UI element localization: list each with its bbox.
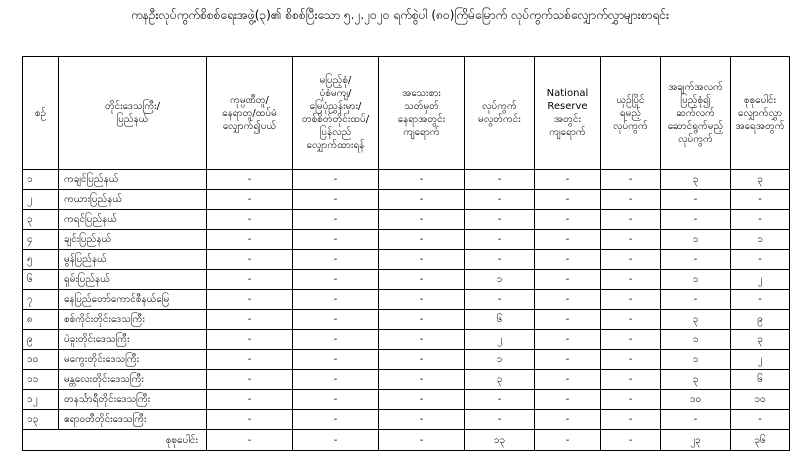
row-cell-c7: - [661, 210, 731, 230]
table-row [23, 270, 790, 290]
total-label: စုစုပေါင်း [23, 430, 207, 451]
row-cell-c3: - [379, 270, 465, 290]
row-region-name: ကချင်ပြည်နယ် [59, 170, 207, 190]
total-cell-c5: - [535, 430, 601, 451]
row-cell-c8: - [731, 210, 790, 230]
row-cell-c2: - [293, 330, 379, 350]
row-cell-c1: - [207, 290, 293, 310]
row-cell-c2: - [293, 350, 379, 370]
row-region-name: မကွေးတိုင်းဒေသကြီး [59, 350, 207, 370]
table-row [23, 350, 790, 370]
row-serial: ၁၀ [23, 350, 59, 370]
row-cell-c1: - [207, 410, 293, 430]
row-cell-c6: - [601, 410, 661, 430]
row-cell-c7: ၁ [661, 270, 731, 290]
row-cell-c1: - [207, 230, 293, 250]
row-cell-c6: - [601, 250, 661, 270]
row-cell-c5: - [535, 330, 601, 350]
header-total: စုစုပေါင်း လျှောက်လွှာ အရေအတွက် [731, 57, 790, 170]
table-row [23, 330, 790, 350]
row-cell-c1: - [207, 390, 293, 410]
row-cell-c6: - [601, 190, 661, 210]
row-cell-c3: - [379, 210, 465, 230]
total-cell-c1: - [207, 430, 293, 451]
table-row [23, 250, 790, 270]
row-region-name: မန္တလေးတိုင်းဒေသကြီး [59, 370, 207, 390]
row-cell-c5: - [535, 410, 601, 430]
row-cell-c6: - [601, 210, 661, 230]
row-cell-c3: - [379, 350, 465, 370]
table-row [23, 170, 790, 190]
row-cell-c4: - [465, 250, 535, 270]
row-cell-c3: - [379, 290, 465, 310]
applications-table [22, 56, 790, 451]
row-cell-c8: ၁ [731, 230, 790, 250]
header-national-reserve: National Reserve အတွင်း ကျရောက် [535, 57, 601, 170]
row-cell-c1: - [207, 310, 293, 330]
row-cell-c7: ၁၀ [661, 390, 731, 410]
row-cell-c2: - [293, 250, 379, 270]
row-cell-c7: ၁ [661, 350, 731, 370]
row-cell-c3: - [379, 410, 465, 430]
row-cell-c1: - [207, 250, 293, 270]
row-cell-c6: - [601, 350, 661, 370]
table-row [23, 230, 790, 250]
row-cell-c2: - [293, 370, 379, 390]
row-cell-c1: - [207, 210, 293, 230]
row-cell-c7: - [661, 290, 731, 310]
header-not-free: လုပ်ကွက် မလွတ်ကင်း [465, 57, 535, 170]
row-region-name: တနင်္သာရီတိုင်းဒေသကြီး [59, 390, 207, 410]
table-row [23, 410, 790, 430]
row-region-name: ဧရာဝတီတိုင်းဒေသကြီး [59, 410, 207, 430]
row-cell-c6: - [601, 230, 661, 250]
table-row [23, 390, 790, 410]
row-region-name: ပဲခူးတိုင်းဒေသကြီး [59, 330, 207, 350]
row-cell-c8: ၃ [731, 330, 790, 350]
row-cell-c7: ၃ [661, 370, 731, 390]
total-cell-c8: ၃၆ [731, 430, 790, 451]
row-serial: ၅ [23, 250, 59, 270]
row-region-name: ကရင်ပြည်နယ် [59, 210, 207, 230]
row-cell-c5: - [535, 350, 601, 370]
row-serial: ၁၁ [23, 370, 59, 390]
row-cell-c3: - [379, 310, 465, 330]
row-cell-c8: - [731, 410, 790, 430]
row-cell-c3: - [379, 370, 465, 390]
row-cell-c5: - [535, 230, 601, 250]
row-cell-c4: - [465, 390, 535, 410]
row-cell-c4: - [465, 290, 535, 310]
row-cell-c4: - [465, 230, 535, 250]
row-cell-c3: - [379, 390, 465, 410]
row-cell-c2: - [293, 290, 379, 310]
total-cell-c6: - [601, 430, 661, 451]
header-serial: စဉ် [23, 57, 59, 170]
row-cell-c6: - [601, 270, 661, 290]
row-cell-c1: - [207, 190, 293, 210]
row-cell-c4: - [465, 210, 535, 230]
row-cell-c6: - [601, 310, 661, 330]
row-cell-c5: - [535, 370, 601, 390]
row-region-name: မွန်ပြည်နယ် [59, 250, 207, 270]
row-cell-c2: - [293, 210, 379, 230]
row-cell-c6: - [601, 330, 661, 350]
row-region-name: ချင်းပြည်နယ် [59, 230, 207, 250]
row-cell-c4: - [465, 190, 535, 210]
row-cell-c8: ၉ [731, 310, 790, 330]
row-cell-c6: - [601, 370, 661, 390]
row-cell-c5: - [535, 290, 601, 310]
header-small-scale-area: အသေးစား သတ်မှတ် နေရာအတွင်း ကျရောက် [379, 57, 465, 170]
row-cell-c3: - [379, 330, 465, 350]
header-incomplete: မပြည့်စုံ/ ပုံစံမကျ/ မြေပုံညွှန်းမှား/ တစ်စိတ်တိုင်းထပ်/ ပြန်လည် လျှောက်ထားရန် [293, 57, 379, 170]
row-serial: ၃ [23, 210, 59, 230]
header-region: တိုင်းဒေသကြီး/ ပြည်နယ် [59, 57, 207, 170]
row-cell-c7: ၁ [661, 330, 731, 350]
row-serial: ၈ [23, 310, 59, 330]
row-cell-c8: - [731, 290, 790, 310]
table-row [23, 310, 790, 330]
row-cell-c4: - [465, 170, 535, 190]
row-cell-c2: - [293, 270, 379, 290]
row-cell-c5: - [535, 210, 601, 230]
row-serial: ၉ [23, 330, 59, 350]
row-cell-c2: - [293, 170, 379, 190]
row-cell-c7: ၃ [661, 170, 731, 190]
row-serial: ၁၂ [23, 390, 59, 410]
total-cell-c3: - [379, 430, 465, 451]
row-cell-c7: ၃ [661, 310, 731, 330]
row-region-name: ကယားပြည်နယ် [59, 190, 207, 210]
row-cell-c8: - [731, 250, 790, 270]
header-competitive: ယှဉ်ပြိုင် ရမည့် လုပ်ကွက် [601, 57, 661, 170]
row-cell-c8: ၃ [731, 170, 790, 190]
row-cell-c5: - [535, 190, 601, 210]
row-cell-c1: - [207, 170, 293, 190]
row-cell-c4: ၆ [465, 310, 535, 330]
total-cell-c2: - [293, 430, 379, 451]
row-cell-c4: ၃ [465, 370, 535, 390]
row-cell-c3: - [379, 250, 465, 270]
row-cell-c5: - [535, 250, 601, 270]
row-cell-c7: - [661, 410, 731, 430]
row-cell-c3: - [379, 230, 465, 250]
row-cell-c1: - [207, 350, 293, 370]
row-cell-c3: - [379, 190, 465, 210]
row-cell-c4: ၂ [465, 330, 535, 350]
row-cell-c7: - [661, 250, 731, 270]
row-cell-c5: - [535, 270, 601, 290]
row-region-name: နေပြည်တော်ကောင်စီနယ်မြေ [59, 290, 207, 310]
row-region-name: ရှမ်းပြည်နယ် [59, 270, 207, 290]
total-cell-c7: ၂၃ [661, 430, 731, 451]
row-cell-c8: ၁၀ [731, 390, 790, 410]
row-cell-c1: - [207, 270, 293, 290]
row-cell-c2: - [293, 390, 379, 410]
row-cell-c3: - [379, 170, 465, 190]
table-row [23, 290, 790, 310]
total-row [23, 430, 790, 451]
header-row [23, 57, 790, 170]
header-complete: အချက်အလက် ပြည့်စုံ၍ ဆက်လက် ဆောင်ရွက်မည့် လုပ်ကွက် [661, 57, 731, 170]
row-cell-c6: - [601, 290, 661, 310]
row-cell-c8: ၆ [731, 370, 790, 390]
row-serial: ၄ [23, 230, 59, 250]
row-serial: ၁၃ [23, 410, 59, 430]
table-row [23, 190, 790, 210]
total-cell-c4: ၁၃ [465, 430, 535, 451]
row-cell-c8: - [731, 190, 790, 210]
row-cell-c7: - [661, 190, 731, 210]
row-cell-c5: - [535, 310, 601, 330]
row-cell-c6: - [601, 390, 661, 410]
row-cell-c1: - [207, 370, 293, 390]
row-cell-c4: ၁ [465, 270, 535, 290]
row-cell-c5: - [535, 170, 601, 190]
header-duplicate: ကုမ္ပဏီတူ/ နေရာတူ/ထပ်မံ လျှောက်၍ပယ် [207, 57, 293, 170]
row-cell-c4: ၁ [465, 350, 535, 370]
table-row [23, 370, 790, 390]
row-cell-c5: - [535, 390, 601, 410]
row-serial: ၆ [23, 270, 59, 290]
row-cell-c7: ၁ [661, 230, 731, 250]
row-cell-c2: - [293, 230, 379, 250]
row-cell-c2: - [293, 310, 379, 330]
row-cell-c4: - [465, 410, 535, 430]
row-region-name: စစ်ကိုင်းတိုင်းဒေသကြီး [59, 310, 207, 330]
row-cell-c2: - [293, 190, 379, 210]
document-title: ကနဦးလုပ်ကွက်စိစစ်ရေးအဖွဲ့(၃)၏ စိစစ်ပြီးသော ၅.၂.၂၀၂၀ ရက်စွဲပါ (၈၀)ကြိမ်မြောက် လုပ်ကွက်သစ်လျှောက်လွှာများစာရင်း [130, 8, 670, 22]
row-cell-c1: - [207, 330, 293, 350]
row-cell-c6: - [601, 170, 661, 190]
row-serial: ၇ [23, 290, 59, 310]
row-serial: ၁ [23, 170, 59, 190]
table-row [23, 210, 790, 230]
row-cell-c2: - [293, 410, 379, 430]
row-serial: ၂ [23, 190, 59, 210]
row-cell-c8: ၂ [731, 350, 790, 370]
row-cell-c8: ၂ [731, 270, 790, 290]
